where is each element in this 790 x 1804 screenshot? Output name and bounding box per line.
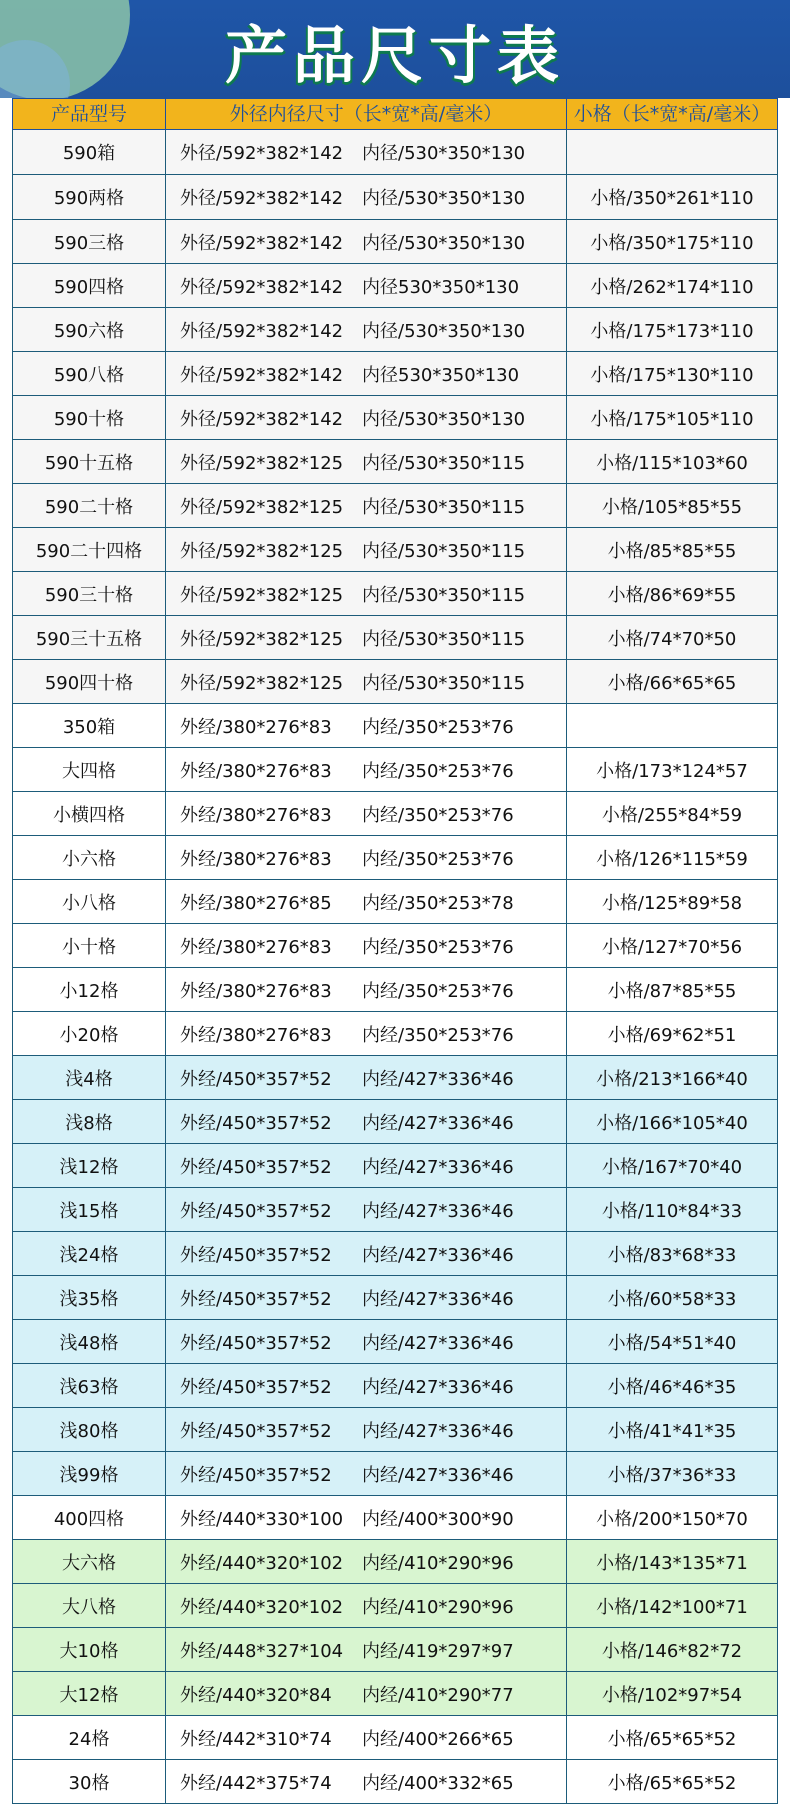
inner-dimension: 内径/530*350*115 (362, 496, 526, 518)
dimensions-cell (166, 836, 567, 879)
table-row (12, 704, 778, 748)
compartment-cell: 小格/86*69*55 (607, 584, 737, 606)
outer-dimension: 外径/592*382*142 (180, 408, 344, 430)
compartment-cell: 小格/87*85*55 (607, 980, 737, 1002)
inner-dimension: 内径530*350*130 (362, 364, 520, 386)
compartment-cell: 小格/213*166*40 (596, 1068, 748, 1090)
product-model-cell: 小横四格 (13, 792, 166, 835)
table-row (12, 440, 778, 484)
inner-dimension: 内经/350*253*76 (362, 848, 514, 870)
outer-dimension: 外径/592*382*125 (180, 496, 344, 518)
compartment-cell: 小格/102*97*54 (601, 1684, 743, 1706)
product-model-cell: 浅99格 (13, 1452, 166, 1495)
product-model-cell: 350箱 (13, 704, 166, 747)
product-model-cell: 590三十五格 (13, 616, 166, 659)
inner-dimension: 内经/427*336*46 (362, 1068, 514, 1090)
dimensions-cell (166, 1188, 567, 1231)
dimensions-cell (166, 792, 567, 835)
inner-dimension: 内经/350*253*76 (362, 1024, 514, 1046)
dimensions-cell (166, 1628, 567, 1671)
dimensions-cell (166, 880, 567, 923)
table-row (12, 1056, 778, 1100)
dimensions-cell (166, 528, 567, 571)
dimensions-cell (166, 1144, 567, 1187)
inner-dimension: 内径/530*350*115 (362, 628, 526, 650)
dimensions-cell (166, 396, 567, 439)
inner-dimension: 内经/427*336*46 (362, 1420, 514, 1442)
dimensions-cell (166, 1672, 567, 1715)
inner-dimension: 内径/530*350*130 (362, 408, 526, 430)
product-model-cell: 浅12格 (13, 1144, 166, 1187)
compartment-cell: 小格/167*70*40 (601, 1156, 743, 1178)
outer-dimension: 外经/450*357*52 (180, 1332, 332, 1354)
product-model-cell: 590六格 (13, 308, 166, 351)
outer-dimension: 外经/380*276*83 (180, 980, 332, 1002)
table-row (12, 1364, 778, 1408)
table-row (12, 1188, 778, 1232)
compartment-cell: 小格/115*103*60 (596, 452, 748, 474)
compartment-cell: 小格/173*124*57 (596, 760, 748, 782)
product-model-cell: 590四格 (13, 264, 166, 307)
compartment-cell: 小格/175*130*110 (590, 364, 754, 386)
outer-dimension: 外经/380*276*85 (180, 892, 332, 914)
product-model-cell: 590三格 (13, 220, 166, 263)
compartment-cell: 小格/125*89*58 (601, 892, 743, 914)
product-model-cell: 大12格 (13, 1672, 166, 1715)
compartment-cell: 小格/65*65*52 (607, 1772, 737, 1794)
inner-dimension: 内经/350*253*76 (362, 936, 514, 958)
outer-dimension: 外经/440*320*102 (180, 1596, 344, 1618)
inner-dimension: 内经/427*336*46 (362, 1156, 514, 1178)
product-model-cell: 小八格 (13, 880, 166, 923)
inner-dimension: 内经/427*336*46 (362, 1464, 514, 1486)
dimensions-cell (166, 704, 567, 747)
header-dimensions: 外径内径尺寸（长*宽*高/毫米） (166, 99, 567, 129)
outer-dimension: 外经/440*330*100 (180, 1508, 344, 1530)
product-model-cell: 大10格 (13, 1628, 166, 1671)
table-row (12, 396, 778, 440)
inner-dimension: 内经/400*332*65 (362, 1772, 514, 1794)
product-model-cell: 590两格 (13, 175, 166, 219)
table-row (12, 1672, 778, 1716)
compartment-cell: 小格/200*150*70 (596, 1508, 748, 1530)
compartment-cell: 小格/54*51*40 (607, 1332, 737, 1354)
dimensions-cell (166, 1496, 567, 1539)
compartment-cell (567, 704, 777, 747)
compartment-cell: 小格/126*115*59 (596, 848, 748, 870)
table-row (12, 1012, 778, 1056)
dimensions-cell (166, 1760, 567, 1803)
product-model-cell: 浅63格 (13, 1364, 166, 1407)
outer-dimension: 外径/592*382*142 (180, 143, 344, 164)
product-model-cell: 大四格 (13, 748, 166, 791)
compartment-cell: 小格/41*41*35 (607, 1420, 737, 1442)
table-row (12, 1144, 778, 1188)
compartment-cell: 小格/66*65*65 (607, 672, 737, 694)
outer-dimension: 外径/592*382*125 (180, 672, 344, 694)
outer-dimension: 外经/442*310*74 (180, 1728, 332, 1750)
outer-dimension: 外径/592*382*142 (180, 188, 344, 209)
outer-dimension: 外径/592*382*125 (180, 452, 344, 474)
outer-dimension: 外经/450*357*52 (180, 1112, 332, 1134)
table-row (12, 880, 778, 924)
page-title: 产品尺寸表 (224, 19, 565, 92)
product-model-cell: 大六格 (13, 1540, 166, 1583)
table-row (12, 1716, 778, 1760)
table-row (12, 1452, 778, 1496)
table-header (12, 98, 778, 130)
inner-dimension: 内径/530*350*115 (362, 584, 526, 606)
dimensions-cell (166, 484, 567, 527)
product-model-cell: 浅48格 (13, 1320, 166, 1363)
outer-dimension: 外径/592*382*142 (180, 364, 344, 386)
product-model-cell: 浅35格 (13, 1276, 166, 1319)
dimensions-cell (166, 264, 567, 307)
dimensions-cell (166, 1452, 567, 1495)
table-row (12, 528, 778, 572)
header-compartment: 小格（长*宽*高/毫米） (573, 103, 771, 125)
table-row (12, 836, 778, 880)
table-row (12, 220, 778, 264)
table-row (12, 175, 778, 220)
compartment-cell: 小格/127*70*56 (601, 936, 743, 958)
inner-dimension: 内经/427*336*46 (362, 1332, 514, 1354)
compartment-cell (567, 130, 777, 174)
compartment-cell: 小格/175*105*110 (590, 408, 754, 430)
product-model-cell: 大八格 (13, 1584, 166, 1627)
compartment-cell: 小格/37*36*33 (607, 1464, 737, 1486)
outer-dimension: 外径/592*382*125 (180, 628, 344, 650)
table-row (12, 308, 778, 352)
compartment-cell: 小格/166*105*40 (596, 1112, 748, 1134)
inner-dimension: 内径/530*350*130 (362, 143, 526, 164)
outer-dimension: 外经/380*276*83 (180, 716, 332, 738)
product-model-cell: 浅4格 (13, 1056, 166, 1099)
compartment-cell: 小格/143*135*71 (596, 1552, 748, 1574)
compartment-cell: 小格/65*65*52 (607, 1728, 737, 1750)
dimensions-cell (166, 1276, 567, 1319)
inner-dimension: 内经/350*253*76 (362, 716, 514, 738)
dimensions-cell (166, 1320, 567, 1363)
table-row (12, 748, 778, 792)
dimensions-cell (166, 660, 567, 703)
compartment-cell: 小格/60*58*33 (607, 1288, 737, 1310)
dimensions-cell (166, 1364, 567, 1407)
table-row (12, 1100, 778, 1144)
dimensions-cell (166, 1408, 567, 1451)
inner-dimension: 内经/410*290*96 (362, 1596, 514, 1618)
dimensions-cell (166, 308, 567, 351)
product-model-cell: 小12格 (13, 968, 166, 1011)
inner-dimension: 内径530*350*130 (362, 276, 520, 298)
product-model-cell: 小20格 (13, 1012, 166, 1055)
table-row (12, 968, 778, 1012)
table-body (12, 130, 778, 1804)
dimensions-cell (166, 352, 567, 395)
table-row (12, 1760, 778, 1804)
outer-dimension: 外经/450*357*52 (180, 1288, 332, 1310)
inner-dimension: 内经/427*336*46 (362, 1112, 514, 1134)
product-model-cell: 590二十格 (13, 484, 166, 527)
dimensions-cell (166, 220, 567, 263)
outer-dimension: 外经/450*357*52 (180, 1464, 332, 1486)
compartment-cell: 小格/175*173*110 (590, 320, 754, 342)
outer-dimension: 外径/592*382*125 (180, 584, 344, 606)
inner-dimension: 内径/530*350*115 (362, 540, 526, 562)
outer-dimension: 外径/592*382*142 (180, 276, 344, 298)
inner-dimension: 内径/530*350*115 (362, 452, 526, 474)
dimensions-cell (166, 1232, 567, 1275)
table-row (12, 1540, 778, 1584)
dimensions-cell (166, 1584, 567, 1627)
product-model-cell: 小十格 (13, 924, 166, 967)
outer-dimension: 外经/450*357*52 (180, 1376, 332, 1398)
product-model-cell: 小六格 (13, 836, 166, 879)
table-row (12, 1628, 778, 1672)
compartment-cell: 小格/142*100*71 (596, 1596, 748, 1618)
inner-dimension: 内经/350*253*78 (362, 892, 514, 914)
dimensions-cell (166, 1100, 567, 1143)
table-row (12, 660, 778, 704)
inner-dimension: 内经/419*297*97 (362, 1640, 514, 1662)
dimensions-cell (166, 1012, 567, 1055)
table-row (12, 352, 778, 396)
inner-dimension: 内经/427*336*46 (362, 1244, 514, 1266)
inner-dimension: 内径/530*350*130 (362, 232, 526, 254)
product-model-cell: 浅80格 (13, 1408, 166, 1451)
product-model-cell: 590箱 (13, 130, 166, 174)
inner-dimension: 内经/410*290*96 (362, 1552, 514, 1574)
header-model: 产品型号 (13, 99, 166, 129)
outer-dimension: 外经/440*320*102 (180, 1552, 344, 1574)
outer-dimension: 外径/592*382*142 (180, 232, 344, 254)
outer-dimension: 外经/442*375*74 (180, 1772, 332, 1794)
inner-dimension: 内经/400*266*65 (362, 1728, 514, 1750)
table-row (12, 792, 778, 836)
compartment-cell: 小格/110*84*33 (601, 1200, 743, 1222)
product-model-cell: 590四十格 (13, 660, 166, 703)
table-row (12, 264, 778, 308)
dimensions-cell (166, 175, 567, 219)
table-row (12, 130, 778, 175)
dimensions-cell (166, 616, 567, 659)
table-row (12, 572, 778, 616)
inner-dimension: 内经/427*336*46 (362, 1376, 514, 1398)
dimensions-cell (166, 1056, 567, 1099)
table-row (12, 1320, 778, 1364)
product-model-cell: 590八格 (13, 352, 166, 395)
product-model-cell: 590二十四格 (13, 528, 166, 571)
table-row (12, 1276, 778, 1320)
compartment-cell: 小格/105*85*55 (601, 496, 743, 518)
outer-dimension: 外经/450*357*52 (180, 1068, 332, 1090)
outer-dimension: 外经/380*276*83 (180, 848, 332, 870)
compartment-cell: 小格/262*174*110 (590, 276, 754, 298)
outer-dimension: 外径/592*382*142 (180, 320, 344, 342)
outer-dimension: 外经/380*276*83 (180, 760, 332, 782)
outer-dimension: 外径/592*382*125 (180, 540, 344, 562)
dimensions-cell (166, 748, 567, 791)
inner-dimension: 内经/350*253*76 (362, 804, 514, 826)
compartment-cell: 小格/74*70*50 (607, 628, 737, 650)
table-row (12, 924, 778, 968)
inner-dimension: 内径/530*350*115 (362, 672, 526, 694)
dimensions-cell (166, 130, 567, 174)
dimensions-cell (166, 1540, 567, 1583)
compartment-cell: 小格/83*68*33 (607, 1244, 737, 1266)
dimensions-cell (166, 1716, 567, 1759)
inner-dimension: 内经/400*300*90 (362, 1508, 514, 1530)
dimensions-cell (166, 440, 567, 483)
product-model-cell: 浅24格 (13, 1232, 166, 1275)
outer-dimension: 外经/450*357*52 (180, 1420, 332, 1442)
inner-dimension: 内经/350*253*76 (362, 760, 514, 782)
inner-dimension: 内经/427*336*46 (362, 1288, 514, 1310)
table-row (12, 616, 778, 660)
product-model-cell: 590十格 (13, 396, 166, 439)
inner-dimension: 内径/530*350*130 (362, 188, 526, 209)
compartment-cell: 小格/146*82*72 (601, 1640, 743, 1662)
dimensions-cell (166, 924, 567, 967)
title-banner (0, 0, 790, 98)
outer-dimension: 外经/380*276*83 (180, 1024, 332, 1046)
compartment-cell: 小格/350*175*110 (590, 232, 754, 254)
outer-dimension: 外经/440*320*84 (180, 1684, 332, 1706)
dimensions-cell (166, 968, 567, 1011)
compartment-cell: 小格/255*84*59 (601, 804, 743, 826)
compartment-cell: 小格/85*85*55 (607, 540, 737, 562)
table-row (12, 484, 778, 528)
compartment-cell: 小格/46*46*35 (607, 1376, 737, 1398)
outer-dimension: 外经/448*327*104 (180, 1640, 344, 1662)
table-row (12, 1232, 778, 1276)
table-row (12, 1584, 778, 1628)
outer-dimension: 外经/450*357*52 (180, 1156, 332, 1178)
table-row (12, 1496, 778, 1540)
table-row (12, 1408, 778, 1452)
product-model-cell: 400四格 (13, 1496, 166, 1539)
inner-dimension: 内经/350*253*76 (362, 980, 514, 1002)
product-model-cell: 浅8格 (13, 1100, 166, 1143)
product-model-cell: 浅15格 (13, 1188, 166, 1231)
outer-dimension: 外经/380*276*83 (180, 936, 332, 958)
outer-dimension: 外经/450*357*52 (180, 1244, 332, 1266)
product-model-cell: 590十五格 (13, 440, 166, 483)
outer-dimension: 外经/450*357*52 (180, 1200, 332, 1222)
compartment-cell: 小格/350*261*110 (590, 188, 754, 209)
product-model-cell: 30格 (13, 1760, 166, 1803)
inner-dimension: 内经/410*290*77 (362, 1684, 514, 1706)
product-model-cell: 590三十格 (13, 572, 166, 615)
dimensions-cell (166, 572, 567, 615)
product-model-cell: 24格 (13, 1716, 166, 1759)
inner-dimension: 内径/530*350*130 (362, 320, 526, 342)
inner-dimension: 内经/427*336*46 (362, 1200, 514, 1222)
compartment-cell: 小格/69*62*51 (607, 1024, 737, 1046)
outer-dimension: 外经/380*276*83 (180, 804, 332, 826)
